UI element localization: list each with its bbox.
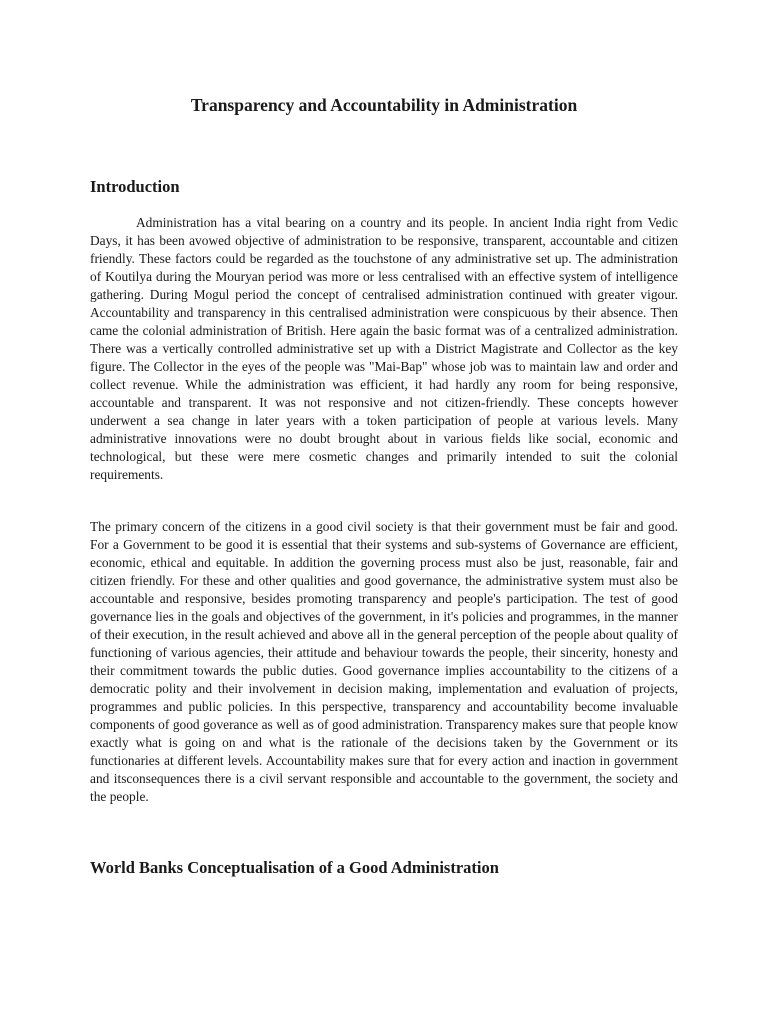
section-heading-introduction: Introduction <box>90 177 180 196</box>
introduction-paragraph-1: Administration has a vital bearing on a country and its people. In ancient India right from Vedic Days, it has been avowed objective of administration to be responsive, transparent, accountable and citizen friendly. These factors could be regarded as the touchstone of any administrative set up. The administration of Koutilya during the Mouryan period was more or less centralised with an effective system of intelligence gathering. During Mogul period the concept of centralised administration continued with greater vigour. Accountability and transparency in this centralised administration were conspicuous by their absence. Then came the colonial administration of British. Here again the basic format was of a centralized administration. There was a vertically controlled administrative set up with a District Magistrate and Collector as the key figure. The Collector in the eyes of the people was "Mai-Bap" whose job was to maintain law and order and collect revenue. While the administration was efficient, it had hardly any room for being responsive, accountable and transparent. It was not responsive and not citizen-friendly. These concepts however underwent a sea change in later years with a token participation of people at various levels. Many administrative innovations were no doubt brought about in various fields like social, economic and technological, but these were mere cosmetic changes and primarily intended to suit the colonial requirements. <box>90 215 678 482</box>
document-title: Transparency and Accountability in Administration <box>190 95 578 115</box>
section-heading-world-banks: World Banks Conceptualisation of a Good Administration <box>90 858 499 877</box>
introduction-paragraph-2: The primary concern of the citizens in a good civil society is that their government must be fair and good. For a Government to be good it is essential that their systems and sub-systems of Governance are efficient, economic, ethical and equitable. In addition the governing process must also be just, reasonable, fair and citizen friendly. For these and other qualities and good governance, the administrative system must also be accountable and responsive, besides promoting transparency and people's participation. The test of good governance lies in the goals and objectives of the government, in it's policies and programmes, in the manner of their execution, in the result achieved and above all in the general perception of the people about quality of functioning of various agencies, their attitude and behaviour towards the people, their sincerity, honesty and their commitment towards the public duties. Good governance implies accountability to the citizens of a democratic polity and their involvement in decision making, implementation and evaluation of projects, programmes and public policies. In this perspective, transparency and accountability become invaluable components of good goverance as well as of good administration. Transparency makes sure that people know exactly what is going on and what is the rationale of the decisions taken by the Government or its functionaries at different levels. Accountability makes sure that for every action and inaction in government and itsconsequences there is a civil servant responsible and accountable to the government, the society and the people. <box>90 519 678 804</box>
